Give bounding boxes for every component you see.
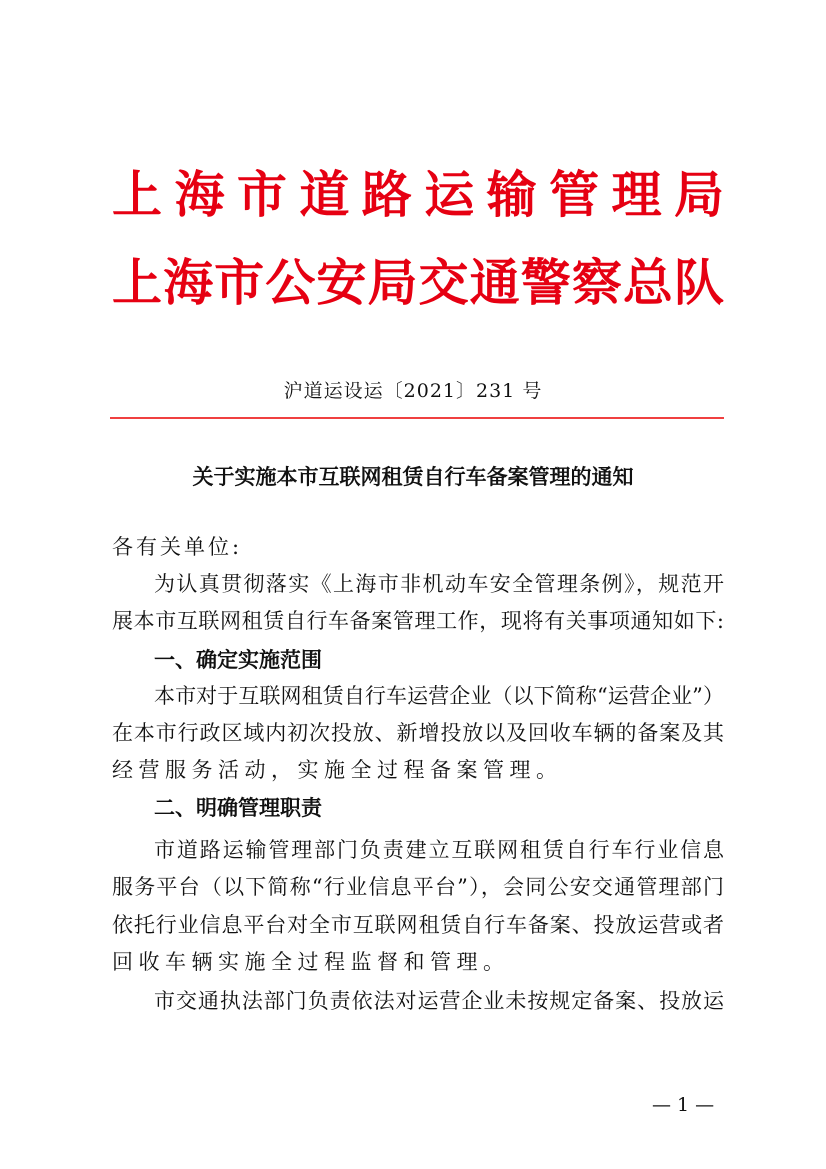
section-heading-2: 二、明确管理职责 [154, 796, 322, 820]
body-line: 服务平台（以下简称“行业信息平台”），会同公安交通管理部门 [112, 875, 724, 899]
document-number: 沪道运设运〔2021〕231 号 [283, 380, 543, 402]
body-line: 回收车辆实施全过程监督和管理。 [112, 950, 510, 974]
document-title: 关于实施本市互联网租赁自行车备案管理的通知 [192, 464, 634, 489]
red-divider [110, 417, 724, 419]
body-line: 依托行业信息平台对全市互联网租赁自行车备案、投放运营或者 [112, 913, 724, 937]
issuing-org-2: 上海市公安局交通警察总队 [112, 253, 724, 312]
body-line: 展本市互联网租赁自行车备案管理工作，现将有关事项通知如下: [112, 609, 724, 633]
body-line: 经营服务活动，实施全过程备案管理。 [112, 758, 563, 782]
body-line: 为认真贯彻落实《上海市非机动车安全管理条例》，规范开 [154, 572, 724, 596]
body-line: 市道路运输管理部门负责建立互联网租赁自行车行业信息 [154, 838, 724, 862]
issuing-org-1: 上海市道路运输管理局 [112, 165, 724, 224]
section-heading-1: 一、确定实施范围 [154, 648, 322, 672]
body-line: 本市对于互联网租赁自行车运营企业（以下简称“运营企业”） [154, 684, 724, 708]
body-line: 在本市行政区域内初次投放、新增投放以及回收车辆的备案及其 [112, 721, 724, 745]
salutation: 各有关单位: [112, 535, 243, 559]
page-number: — 1 — [652, 1094, 715, 1116]
body-line: 市交通执法部门负责依法对运营企业未按规定备案、投放运 [154, 989, 724, 1013]
